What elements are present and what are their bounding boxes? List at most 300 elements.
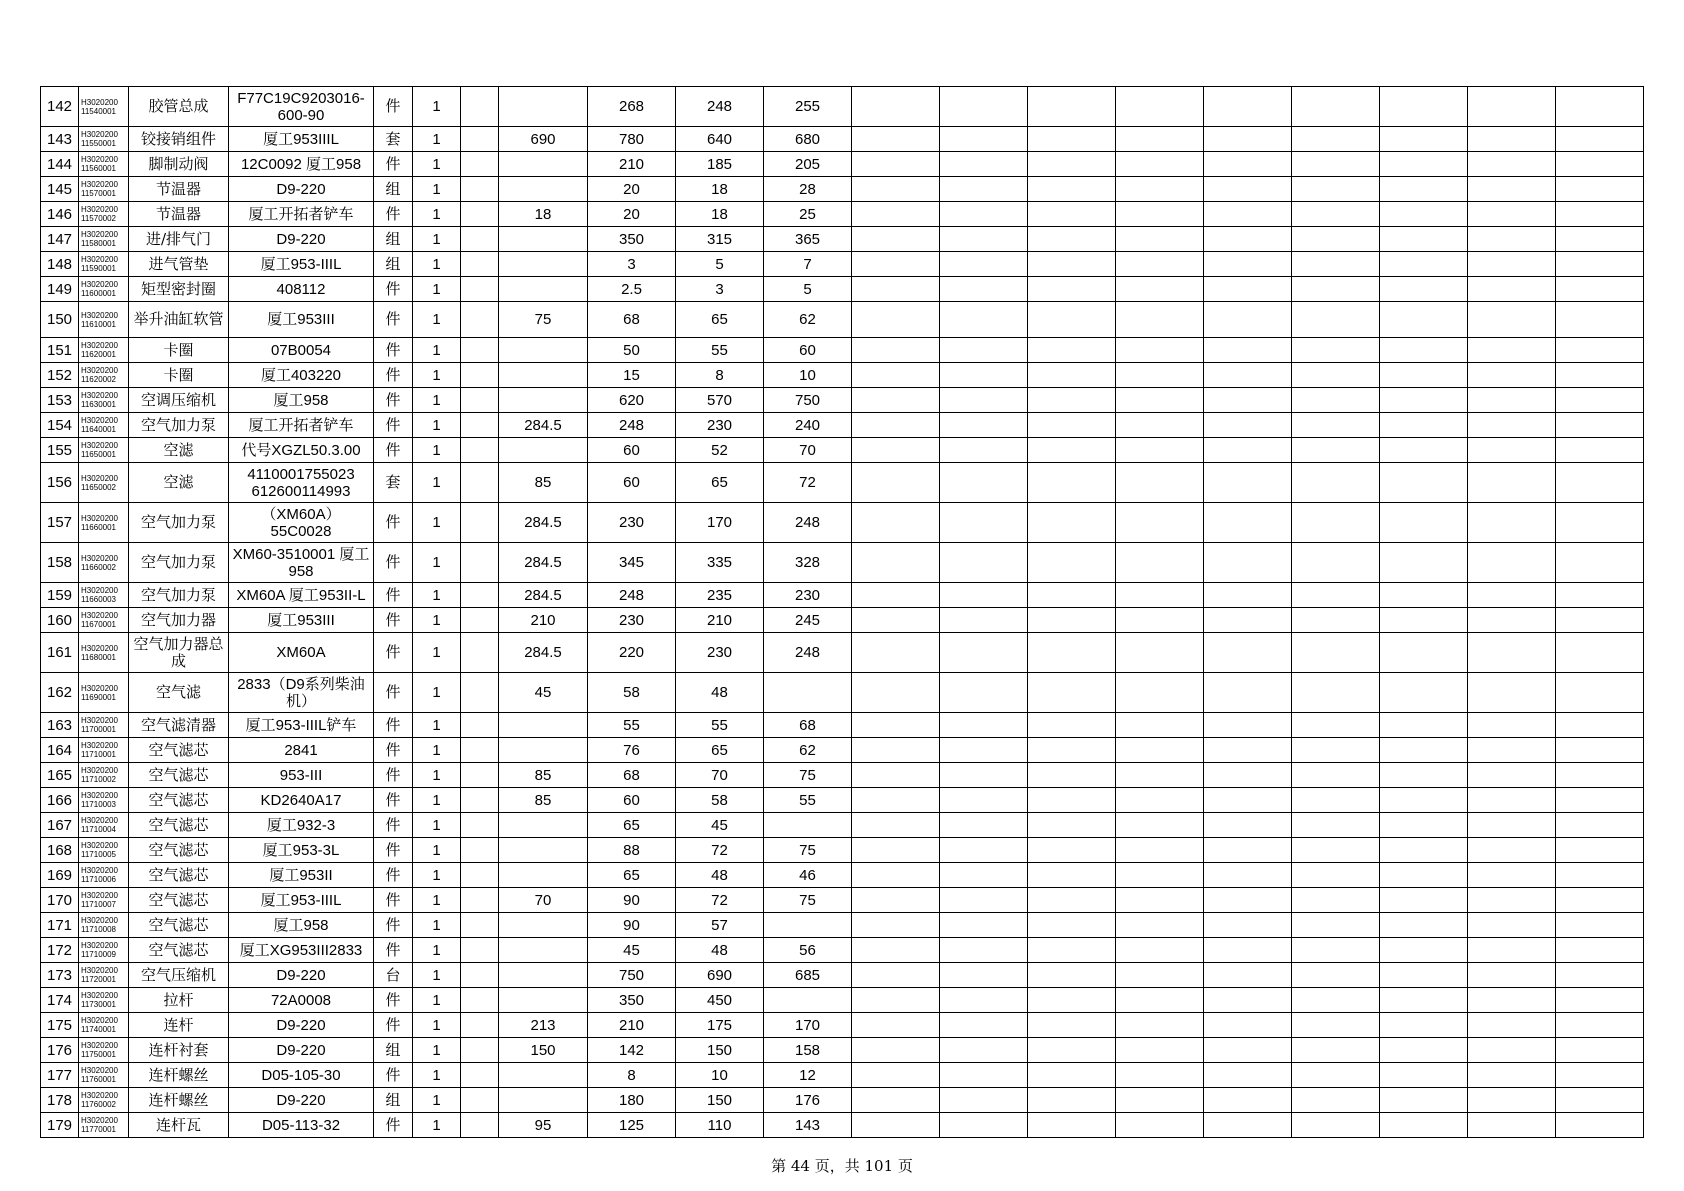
cell-c1 [461,608,499,633]
cell-unit: 件 [374,413,413,438]
cell-c5: 75 [764,838,852,863]
cell-spec: 厦工953III [229,302,374,338]
cell-spec: 厦工953-IIIL铲车 [229,713,374,738]
cell-empty [1116,713,1204,738]
cell-name: 铰接销组件 [129,127,229,152]
cell-code: H3020200 11590001 [79,252,129,277]
cell-unit: 件 [374,763,413,788]
cell-c4: 175 [676,1013,764,1038]
cell-c2 [499,838,588,863]
cell-empty [1028,988,1116,1013]
cell-c5: 170 [764,1013,852,1038]
cell-empty [1292,202,1380,227]
cell-name: 进/排气门 [129,227,229,252]
cell-empty [1380,763,1468,788]
cell-c2: 284.5 [499,503,588,543]
cell-no: 149 [41,277,79,302]
cell-code: H3020200 11580001 [79,227,129,252]
cell-qty: 1 [413,1113,461,1138]
cell-empty [1292,788,1380,813]
cell-empty [1204,938,1292,963]
cell-no: 175 [41,1013,79,1038]
cell-empty [1556,608,1644,633]
cell-c5: 75 [764,888,852,913]
cell-empty [1468,1063,1556,1088]
cell-unit: 组 [374,177,413,202]
cell-empty [852,87,940,127]
cell-c2: 284.5 [499,413,588,438]
table-row [41,813,1644,838]
cell-empty [1204,438,1292,463]
cell-c5 [764,673,852,713]
cell-empty [1468,813,1556,838]
cell-unit: 件 [374,363,413,388]
cell-c4: 5 [676,252,764,277]
cell-empty [1380,938,1468,963]
cell-no: 142 [41,87,79,127]
cell-empty [1292,127,1380,152]
cell-code: H3020200 11710002 [79,763,129,788]
cell-c2 [499,913,588,938]
cell-empty [1116,413,1204,438]
cell-empty [940,788,1028,813]
cell-empty [1556,938,1644,963]
cell-c3: 55 [588,713,676,738]
cell-empty [1028,338,1116,363]
cell-empty [1292,738,1380,763]
cell-c1 [461,277,499,302]
cell-empty [1204,863,1292,888]
cell-empty [1468,1038,1556,1063]
cell-name: 空气滤芯 [129,763,229,788]
cell-empty [1204,252,1292,277]
cell-empty [1292,763,1380,788]
cell-empty [1380,673,1468,713]
cell-c4: 70 [676,763,764,788]
cell-empty [1116,938,1204,963]
cell-c1 [461,338,499,363]
cell-c4: 45 [676,813,764,838]
cell-c4: 65 [676,302,764,338]
cell-empty [852,763,940,788]
table-row [41,363,1644,388]
cell-code: H3020200 11710001 [79,738,129,763]
cell-empty [940,1063,1028,1088]
cell-empty [1468,413,1556,438]
cell-c2: 284.5 [499,633,588,673]
cell-empty [1028,838,1116,863]
cell-empty [852,177,940,202]
cell-unit: 件 [374,543,413,583]
cell-empty [1380,1013,1468,1038]
cell-empty [1556,413,1644,438]
cell-c1 [461,388,499,413]
cell-empty [1468,177,1556,202]
cell-empty [1380,1038,1468,1063]
cell-name: 连杆衬套 [129,1038,229,1063]
cell-c5: 7 [764,252,852,277]
cell-c2 [499,87,588,127]
cell-empty [1116,1038,1204,1063]
cell-c5: 365 [764,227,852,252]
cell-code: H3020200 11730001 [79,988,129,1013]
cell-empty [1204,413,1292,438]
cell-unit: 件 [374,152,413,177]
cell-empty [940,302,1028,338]
cell-empty [1028,227,1116,252]
cell-empty [1028,583,1116,608]
cell-empty [1028,543,1116,583]
cell-empty [1028,813,1116,838]
cell-no: 177 [41,1063,79,1088]
cell-code: H3020200 11660001 [79,503,129,543]
cell-no: 143 [41,127,79,152]
cell-c5: 176 [764,1088,852,1113]
cell-empty [852,1088,940,1113]
cell-c5 [764,988,852,1013]
cell-empty [1204,738,1292,763]
cell-c4: 48 [676,673,764,713]
cell-empty [940,608,1028,633]
cell-c4: 48 [676,863,764,888]
cell-spec: 厦工953II [229,863,374,888]
cell-spec: 2833（D9系列柴油机） [229,673,374,713]
cell-qty: 1 [413,227,461,252]
table-row [41,463,1644,503]
cell-spec: 厦工953III [229,608,374,633]
cell-empty [1204,813,1292,838]
cell-unit: 件 [374,863,413,888]
cell-empty [1556,963,1644,988]
cell-empty [852,252,940,277]
cell-c2: 95 [499,1113,588,1138]
cell-empty [852,863,940,888]
cell-empty [1292,413,1380,438]
cell-spec: 厦工953-3L [229,838,374,863]
cell-qty: 1 [413,788,461,813]
cell-c5: 68 [764,713,852,738]
cell-empty [940,1088,1028,1113]
cell-empty [1292,813,1380,838]
cell-empty [1468,738,1556,763]
cell-empty [1380,363,1468,388]
cell-empty [1556,503,1644,543]
cell-empty [1380,788,1468,813]
cell-empty [1292,1038,1380,1063]
parts-price-table [40,86,1644,1138]
cell-empty [1556,738,1644,763]
cell-qty: 1 [413,388,461,413]
cell-code: H3020200 11660003 [79,583,129,608]
cell-no: 179 [41,1113,79,1138]
cell-empty [1204,227,1292,252]
cell-c1 [461,438,499,463]
cell-unit: 件 [374,583,413,608]
cell-no: 165 [41,763,79,788]
cell-c5: 56 [764,938,852,963]
cell-unit: 件 [374,788,413,813]
cell-c3: 248 [588,413,676,438]
cell-empty [1292,87,1380,127]
cell-qty: 1 [413,863,461,888]
cell-empty [1116,1013,1204,1038]
cell-empty [1204,913,1292,938]
cell-c1 [461,503,499,543]
cell-empty [1468,463,1556,503]
cell-empty [852,813,940,838]
cell-no: 153 [41,388,79,413]
cell-name: 空气滤芯 [129,738,229,763]
cell-name: 空气加力泵 [129,413,229,438]
cell-c1 [461,152,499,177]
cell-empty [1380,177,1468,202]
cell-empty [1028,788,1116,813]
cell-code: H3020200 11710003 [79,788,129,813]
cell-c1 [461,227,499,252]
cell-empty [1468,202,1556,227]
cell-empty [1380,963,1468,988]
cell-c3: 620 [588,388,676,413]
table-row [41,413,1644,438]
cell-code: H3020200 11710009 [79,938,129,963]
cell-spec: 厦工932-3 [229,813,374,838]
cell-empty [1292,963,1380,988]
cell-c1 [461,1038,499,1063]
cell-empty [1468,503,1556,543]
cell-c2 [499,252,588,277]
cell-empty [940,763,1028,788]
cell-c3: 60 [588,463,676,503]
cell-empty [1380,988,1468,1013]
cell-empty [1468,363,1556,388]
cell-empty [1292,152,1380,177]
cell-empty [852,713,940,738]
cell-empty [1556,633,1644,673]
cell-c1 [461,177,499,202]
table-row [41,913,1644,938]
cell-c1 [461,938,499,963]
cell-code: H3020200 11650002 [79,463,129,503]
cell-c2 [499,713,588,738]
cell-spec: （XM60A） 55C0028 [229,503,374,543]
cell-empty [940,633,1028,673]
cell-unit: 件 [374,673,413,713]
cell-empty [1116,302,1204,338]
cell-spec: 厦工953-IIIL [229,252,374,277]
cell-c3: 230 [588,503,676,543]
cell-code: H3020200 11770001 [79,1113,129,1138]
cell-c4: 8 [676,363,764,388]
cell-name: 卡圈 [129,363,229,388]
cell-empty [1556,177,1644,202]
cell-empty [1116,863,1204,888]
cell-code: H3020200 11760001 [79,1063,129,1088]
cell-empty [1468,127,1556,152]
cell-empty [1556,363,1644,388]
cell-empty [1468,583,1556,608]
cell-spec: 07B0054 [229,338,374,363]
cell-empty [1116,888,1204,913]
cell-empty [1556,988,1644,1013]
cell-empty [940,277,1028,302]
cell-c5: 25 [764,202,852,227]
cell-qty: 1 [413,713,461,738]
cell-empty [1468,938,1556,963]
cell-empty [1556,87,1644,127]
cell-c1 [461,87,499,127]
table-row [41,738,1644,763]
cell-empty [1468,252,1556,277]
cell-empty [1028,177,1116,202]
cell-code: H3020200 11570002 [79,202,129,227]
cell-c2: 75 [499,302,588,338]
cell-c3: 180 [588,1088,676,1113]
cell-empty [1204,277,1292,302]
table-row [41,177,1644,202]
cell-name: 连杆瓦 [129,1113,229,1138]
cell-qty: 1 [413,633,461,673]
cell-c1 [461,1013,499,1038]
cell-c2: 85 [499,788,588,813]
cell-empty [1556,838,1644,863]
cell-unit: 件 [374,1113,413,1138]
cell-c5: 245 [764,608,852,633]
cell-empty [1116,963,1204,988]
cell-c4: 110 [676,1113,764,1138]
cell-c5: 230 [764,583,852,608]
cell-empty [1204,838,1292,863]
cell-empty [940,543,1028,583]
cell-name: 空气滤芯 [129,888,229,913]
cell-empty [1380,227,1468,252]
cell-empty [1028,388,1116,413]
cell-empty [1292,227,1380,252]
cell-empty [1204,177,1292,202]
cell-qty: 1 [413,543,461,583]
cell-c5 [764,813,852,838]
cell-empty [1292,838,1380,863]
cell-unit: 件 [374,388,413,413]
cell-empty [1204,583,1292,608]
cell-qty: 1 [413,583,461,608]
cell-code: H3020200 11650001 [79,438,129,463]
cell-c4: 570 [676,388,764,413]
cell-empty [1380,863,1468,888]
cell-empty [940,888,1028,913]
cell-c4: 58 [676,788,764,813]
cell-code: H3020200 11550001 [79,127,129,152]
cell-no: 159 [41,583,79,608]
cell-empty [852,608,940,633]
cell-empty [1556,252,1644,277]
cell-empty [1204,1038,1292,1063]
cell-c5: 12 [764,1063,852,1088]
cell-c4: 48 [676,938,764,963]
cell-spec: 厦工953-IIIL [229,888,374,913]
cell-empty [1380,738,1468,763]
cell-unit: 组 [374,227,413,252]
cell-c3: 60 [588,788,676,813]
cell-c3: 350 [588,988,676,1013]
cell-c3: 2.5 [588,277,676,302]
cell-empty [1292,277,1380,302]
cell-c3: 88 [588,838,676,863]
cell-empty [1028,1038,1116,1063]
cell-empty [1204,713,1292,738]
table-row [41,788,1644,813]
cell-empty [1028,413,1116,438]
cell-c1 [461,763,499,788]
cell-c5: 750 [764,388,852,413]
cell-c1 [461,252,499,277]
cell-c1 [461,863,499,888]
cell-empty [1468,963,1556,988]
cell-c4: 57 [676,913,764,938]
cell-qty: 1 [413,177,461,202]
cell-c5: 248 [764,633,852,673]
cell-c3: 90 [588,888,676,913]
cell-code: H3020200 11570001 [79,177,129,202]
table-row [41,863,1644,888]
cell-empty [940,127,1028,152]
cell-no: 152 [41,363,79,388]
cell-qty: 1 [413,338,461,363]
cell-no: 174 [41,988,79,1013]
cell-empty [940,252,1028,277]
cell-unit: 件 [374,988,413,1013]
table-row [41,227,1644,252]
cell-empty [1204,302,1292,338]
cell-empty [1116,87,1204,127]
cell-empty [852,202,940,227]
cell-empty [940,963,1028,988]
cell-empty [1556,1063,1644,1088]
cell-spec: 厦工403220 [229,363,374,388]
cell-empty [1292,338,1380,363]
cell-c2: 85 [499,763,588,788]
cell-empty [1380,1088,1468,1113]
cell-c5: 143 [764,1113,852,1138]
cell-name: 连杆螺丝 [129,1088,229,1113]
cell-empty [1028,738,1116,763]
cell-c1 [461,813,499,838]
cell-empty [1292,363,1380,388]
cell-c1 [461,988,499,1013]
cell-no: 161 [41,633,79,673]
cell-c3: 68 [588,763,676,788]
cell-empty [1204,152,1292,177]
cell-c5: 46 [764,863,852,888]
cell-qty: 1 [413,838,461,863]
cell-c2 [499,152,588,177]
cell-empty [1116,388,1204,413]
cell-c5 [764,913,852,938]
cell-empty [1292,713,1380,738]
table-row [41,888,1644,913]
cell-qty: 1 [413,1088,461,1113]
cell-empty [1380,713,1468,738]
cell-name: 连杆螺丝 [129,1063,229,1088]
cell-c3: 58 [588,673,676,713]
cell-empty [1468,152,1556,177]
cell-empty [1556,463,1644,503]
cell-c5: 5 [764,277,852,302]
cell-empty [852,583,940,608]
cell-empty [1028,277,1116,302]
cell-empty [1028,673,1116,713]
cell-empty [1380,913,1468,938]
cell-empty [1204,763,1292,788]
